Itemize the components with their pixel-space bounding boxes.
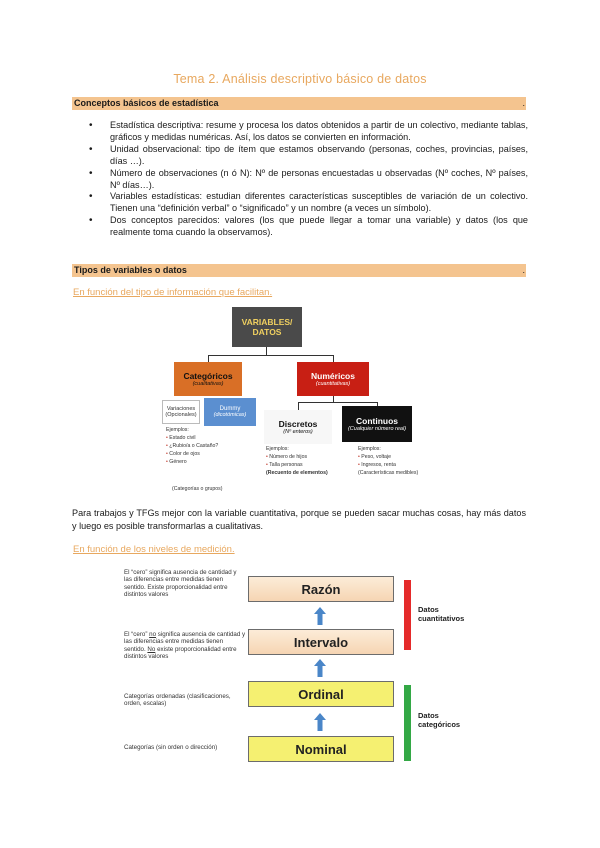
- section-heading-text: Tipos de variables o datos: [74, 265, 187, 275]
- root-label: VARIABLES/ DATOS: [241, 317, 293, 337]
- connector-line: [333, 355, 334, 362]
- example-item: • Género: [166, 459, 187, 465]
- level-intervalo: Intervalo: [248, 629, 394, 655]
- measurement-levels-diagram: [120, 563, 480, 773]
- example-item: • Estado civil: [166, 435, 196, 441]
- continuos-label: Continuos: [355, 416, 399, 426]
- note-razon: El “cero” significa ausencia de cantidad y las diferencias entre medidas tienen sentido. Existe proporcionalidad entre distintos valores: [124, 569, 237, 599]
- list-item: • Estadística descriptiva: resume y procesa los datos obtenidos a partir de un colectivo, mediante tablas, gráficos y medidas numéricas. Así, los datos se convierten en información.: [86, 120, 528, 144]
- list-item: • Variables estadísticas: estudian diferentes características susceptibles de variación de un colectivo. Tienen una “definición verbal” o “significado” y un nombre (a veces un símbolo).: [86, 191, 528, 215]
- variaciones-label: Variaciones (Opcionales): [165, 406, 197, 418]
- example-item: • Color de ojos: [166, 451, 200, 457]
- connector-line: [266, 347, 267, 355]
- discretos-label: Discretos: [278, 419, 318, 429]
- level-razon: Razón: [248, 576, 394, 602]
- categorical-label: Datos categóricos: [418, 711, 461, 729]
- connector-line: [208, 355, 209, 362]
- list-item: • Número de observaciones (n ó N): Nº de personas encuestadas u observadas (Nº coches, Nº países, Nº días…).: [86, 168, 528, 192]
- example-item: • Número de hijos: [266, 454, 308, 460]
- subheading-niveles-medicion: En función de los niveles de medición.: [73, 544, 235, 555]
- example-item: • Ingresos, renta: [358, 462, 396, 468]
- example-item: • Peso, voltaje: [358, 454, 391, 460]
- examples-title: Ejemplos:: [266, 446, 289, 452]
- variables-diagram: [162, 305, 442, 497]
- discretos-footer: (Recuento de elementos): [266, 470, 328, 476]
- quantitative-bracket: [404, 580, 411, 650]
- concepts-list: [86, 120, 528, 239]
- categoricos-examples: [166, 426, 256, 466]
- examples-title: Ejemplos:: [358, 446, 381, 452]
- categoricos-footer: (Categorías o grupos): [172, 486, 223, 492]
- page-title: Tema 2. Análisis descriptivo básico de datos: [173, 72, 427, 86]
- section-heading-text: Conceptos básicos de estadística: [74, 98, 219, 108]
- continuos-sub: (Cualquier número real): [347, 426, 407, 432]
- numericos-sub: (cuantitativas): [315, 381, 351, 387]
- section-heading-conceptos: [72, 97, 526, 110]
- section-heading-dot: .: [522, 265, 525, 275]
- connector-line: [208, 355, 334, 356]
- dummy-label: Dummy: [219, 406, 241, 412]
- section-heading-dot: .: [522, 98, 525, 108]
- categoricos-label: Categóricos: [183, 371, 233, 381]
- note-nominal: Categorías (sin orden o dirección): [124, 744, 218, 751]
- note-intervalo: El “cero” no significa ausencia de cantidad y las diferencias entre medidas tienen sentido. No existe proporcionalidad entre distintos valores: [124, 631, 246, 661]
- up-arrow-icon: [314, 607, 326, 625]
- subheading-tipo-informacion: En función del tipo de información que facilitan.: [73, 287, 273, 298]
- numericos-label: Numéricos: [311, 371, 355, 381]
- connector-line: [298, 402, 299, 410]
- discretos-sub: (Nº enteros): [283, 429, 313, 435]
- categoricos-box: [174, 362, 242, 396]
- section-heading-tipos: [72, 264, 526, 277]
- paragraph-tfg: Para trabajos y TFGs mejor con la variable cuantitativa, porque se pueden sacar muchas cosas, hay más datos y luego es posible transformarlas a cualitativas.: [72, 508, 526, 531]
- discretos-box: [264, 410, 332, 444]
- categorical-bracket: [404, 685, 411, 761]
- example-item: • Talla personas: [266, 462, 303, 468]
- note-ordinal: Categorías ordenadas (clasificaciones, orden, escalas): [124, 693, 231, 708]
- example-item: • ¿Rubio/a o Castaño?: [166, 443, 219, 449]
- list-item: • Dos conceptos parecidos: valores (los que puede llegar a tomar una variable) y datos (los que realmente toma cuando la observamos).: [86, 215, 528, 239]
- level-nominal: Nominal: [248, 736, 394, 762]
- numericos-box: [297, 362, 369, 396]
- discretos-examples: [266, 445, 346, 477]
- continuos-box: [342, 406, 412, 442]
- examples-title: Ejemplos:: [166, 427, 189, 433]
- continuos-footer: (Características medibles): [358, 470, 419, 476]
- root-box: [232, 307, 302, 347]
- up-arrow-icon: [314, 659, 326, 677]
- dummy-sub: (dicotómicas): [213, 412, 247, 418]
- categoricos-sub: (cualitativas): [192, 381, 224, 387]
- dummy-box: [204, 398, 256, 426]
- quantitative-label: Datos cuantitativos: [418, 605, 465, 623]
- connector-line: [298, 402, 378, 403]
- continuos-examples: [358, 445, 442, 477]
- list-item: • Unidad observacional: tipo de ítem que estamos observando (personas, coches, provincias, países, días …).: [86, 144, 528, 168]
- variaciones-box: [162, 400, 200, 424]
- up-arrow-icon: [314, 713, 326, 731]
- level-ordinal: Ordinal: [248, 681, 394, 707]
